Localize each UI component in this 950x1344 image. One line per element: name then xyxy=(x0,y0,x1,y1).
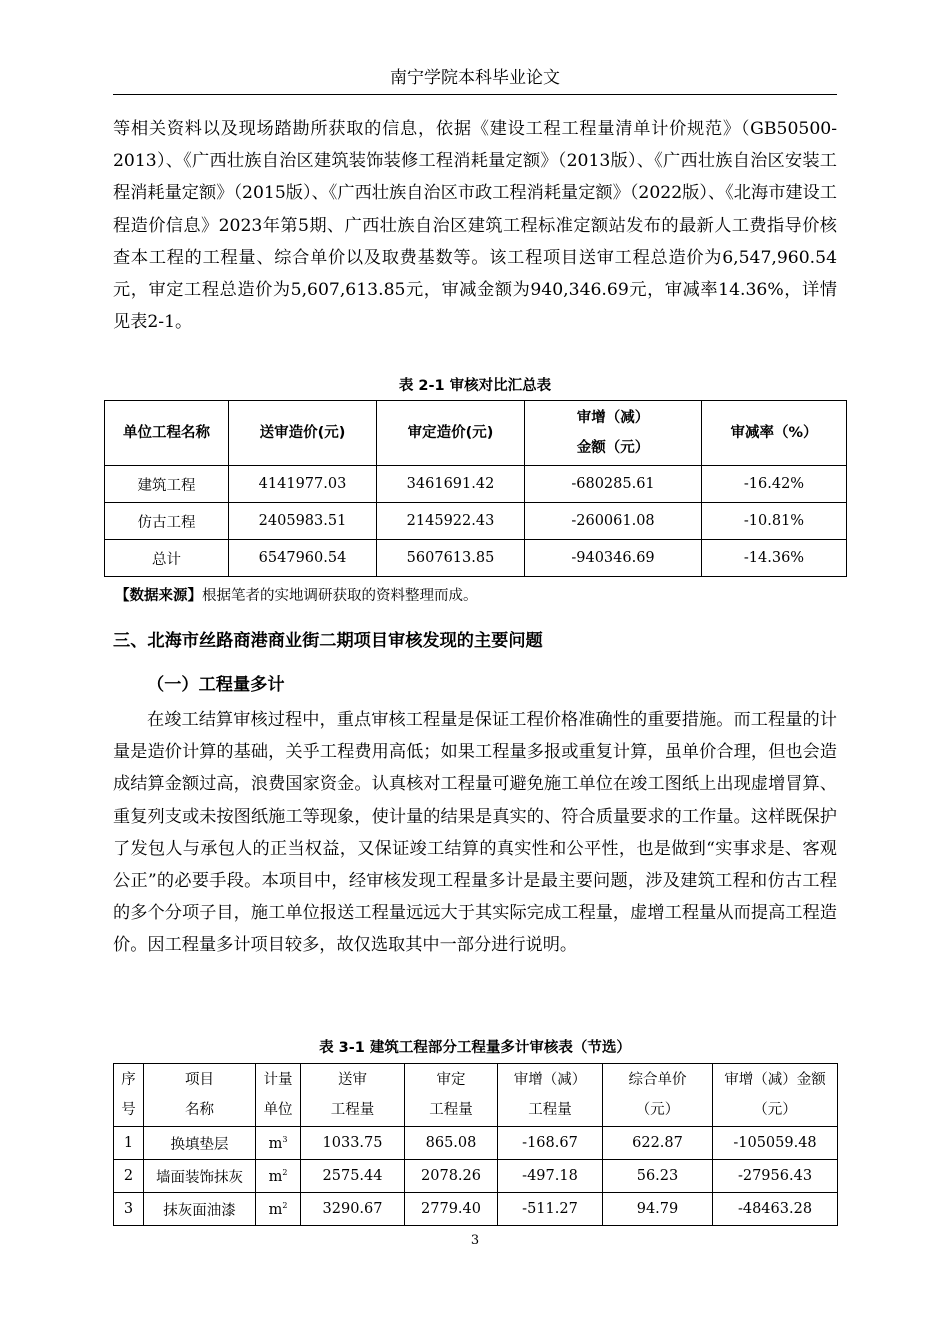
table-cell: 2575.44 xyxy=(301,1160,405,1193)
header-line: 审增（减）金额 xyxy=(724,1072,826,1088)
table-cell: -10.81% xyxy=(702,503,847,540)
unit-base: m xyxy=(268,1168,283,1185)
table-cell: 总计 xyxy=(105,540,229,577)
header-line: 名称 xyxy=(185,1102,214,1118)
table-cell: -48463.28 xyxy=(713,1193,838,1226)
table-cell: 建筑工程 xyxy=(105,466,229,503)
header-line: 审增（减） xyxy=(576,410,650,426)
table-cell: -940346.69 xyxy=(525,540,702,577)
paragraph-2: 在竣工结算审核过程中，重点审核工程量是保证工程价格准确性的重要措施。而工程量的计量是造价计算的基础，关乎工程费用高低；如果工程量多报或重复计算，虽单价合理，但也会造成结算金额过高，浪费国家资金。认真核对工程量可避免施工单位在竣工图纸上出现虚增冒算、重复列支或未按图纸施工等现象，使计量的结果是真实的、符合质量要求的工作量。这样既保护了发包人与承包人的正当权益，又保证竣工结算的真实性和公平性，也是做到“实事求是、客观公正”的必要手段。本项目中，经审核发现工程量多计是最主要问题，涉及建筑工程和仿古工程的多个分项子目，施工单位报送工程量远远大于其实际完成工程量，虚增工程量从而提高工程造价。因工程量多计项目较多，故仅选取其中一部分进行说明。 xyxy=(113,710,837,956)
header-line: 单位 xyxy=(263,1102,293,1118)
subsection-heading: （一）工程量多计 xyxy=(147,675,285,695)
table-cell: 3 xyxy=(114,1193,144,1226)
table-row xyxy=(114,1160,838,1193)
table-cell: 3461691.42 xyxy=(377,466,525,503)
header-line: 计量 xyxy=(263,1072,293,1088)
table-cell: 94.79 xyxy=(603,1193,713,1226)
table-cell: 换填垫层 xyxy=(144,1127,256,1160)
unit-base: m xyxy=(268,1201,283,1218)
table-header-cell: 送审造价(元) xyxy=(229,401,377,466)
source-label: 【数据来源】 xyxy=(115,588,202,604)
table-cell xyxy=(256,1193,301,1226)
table-header-row xyxy=(114,1064,838,1127)
table-header-row xyxy=(105,401,847,466)
table-header-cell xyxy=(603,1064,713,1127)
table-cell: -260061.08 xyxy=(525,503,702,540)
header-rule xyxy=(113,94,837,95)
table-header-cell xyxy=(256,1064,301,1127)
table-header-cell xyxy=(525,401,702,466)
table-2-1-caption: 表 2-1 审核对比汇总表 xyxy=(398,378,552,394)
table-header-cell: 审减率（%） xyxy=(702,401,847,466)
page-number: 3 xyxy=(470,1233,480,1248)
table-cell: -497.18 xyxy=(498,1160,603,1193)
table-cell: 抹灰面油漆 xyxy=(144,1193,256,1226)
table-cell: -14.36% xyxy=(702,540,847,577)
header-line: 金额（元） xyxy=(576,440,650,456)
header-line: 工程量 xyxy=(429,1102,473,1118)
running-header: 南宁学院本科毕业论文 xyxy=(390,68,560,88)
table-header-cell xyxy=(405,1064,498,1127)
table-row xyxy=(114,1193,838,1226)
table-row xyxy=(114,1127,838,1160)
table-header-cell xyxy=(498,1064,603,1127)
table-header-cell: 单位工程名称 xyxy=(105,401,229,466)
table-cell: -680285.61 xyxy=(525,466,702,503)
table-cell: 622.87 xyxy=(603,1127,713,1160)
table-cell: 2405983.51 xyxy=(229,503,377,540)
header-line: 送审 xyxy=(338,1072,367,1088)
table-cell: 3290.67 xyxy=(301,1193,405,1226)
table-cell: 1033.75 xyxy=(301,1127,405,1160)
header-line: 工程量 xyxy=(330,1102,375,1118)
header-line: （元） xyxy=(753,1102,797,1118)
table-header-cell xyxy=(301,1064,405,1127)
paragraph-1: 等相关资料以及现场踏勘所获取的信息，依据《建设工程工程量清单计价规范》（GB50500-2013）、《广西壮族自治区建筑装饰装修工程消耗量定额》（2013版）、《广西壮族自治区安装工程消耗量定额》（2015版）、《广西壮族自治区市政工程消耗量定额》（2022版）、《北海市建设工程造价信息》2023年第5期、广西壮族自治区建筑工程标准定额站发布的最新人工费指导价核查本工程的工程量、综合单价以及取费基数等。该工程项目送审工程总造价为6,547,960.54元，审定工程总造价为5,607,613.85元，审减金额为940,346.69元，审减率14.36%，详情见表2-1。 xyxy=(113,119,837,333)
header-line: 综合单价 xyxy=(628,1072,687,1088)
table-cell xyxy=(256,1160,301,1193)
table-3-1-caption: 表 3-1 建筑工程部分工程量多计审核表（节选） xyxy=(319,1040,631,1056)
table-cell: 2779.40 xyxy=(405,1193,498,1226)
table-cell: -511.27 xyxy=(498,1193,603,1226)
table-cell: 2 xyxy=(114,1160,144,1193)
table-row xyxy=(105,503,847,540)
table-cell: -16.42% xyxy=(702,466,847,503)
header-line: 项目 xyxy=(185,1072,214,1088)
header-line: 号 xyxy=(121,1102,136,1118)
header-line: （元） xyxy=(635,1102,680,1118)
section-heading: 三、北海市丝路商港商业街二期项目审核发现的主要问题 xyxy=(113,631,543,651)
unit-exponent: 2 xyxy=(282,1167,288,1177)
table-header-cell xyxy=(114,1064,144,1127)
data-source-note xyxy=(115,585,478,607)
table-cell: 6547960.54 xyxy=(229,540,377,577)
table-cell: 2145922.43 xyxy=(377,503,525,540)
header-line: 工程量 xyxy=(528,1102,572,1118)
unit-base: m xyxy=(268,1135,283,1152)
table-cell: 4141977.03 xyxy=(229,466,377,503)
table-cell xyxy=(256,1127,301,1160)
table-cell: 墙面装饰抹灰 xyxy=(144,1160,256,1193)
table-row xyxy=(105,540,847,577)
source-text: 根据笔者的实地调研获取的资料整理而成。 xyxy=(202,588,478,604)
table-cell: 5607613.85 xyxy=(377,540,525,577)
table-header-cell xyxy=(144,1064,256,1127)
unit-exponent: 3 xyxy=(282,1134,288,1144)
table-cell: 865.08 xyxy=(405,1127,498,1160)
table-3-1 xyxy=(113,1063,838,1226)
unit-exponent: 2 xyxy=(282,1200,288,1210)
table-cell: 仿古工程 xyxy=(105,503,229,540)
table-cell: 1 xyxy=(114,1127,144,1160)
header-line: 序 xyxy=(121,1072,136,1088)
header-line: 审定 xyxy=(436,1072,466,1088)
table-header-cell: 审定造价(元) xyxy=(377,401,525,466)
header-line: 审增（减） xyxy=(513,1072,587,1088)
table-row xyxy=(105,466,847,503)
table-cell: -105059.48 xyxy=(713,1127,838,1160)
table-header-cell xyxy=(713,1064,838,1127)
table-cell: 56.23 xyxy=(603,1160,713,1193)
table-cell: -168.67 xyxy=(498,1127,603,1160)
table-2-1 xyxy=(104,400,847,577)
table-cell: 2078.26 xyxy=(405,1160,498,1193)
table-cell: -27956.43 xyxy=(713,1160,838,1193)
